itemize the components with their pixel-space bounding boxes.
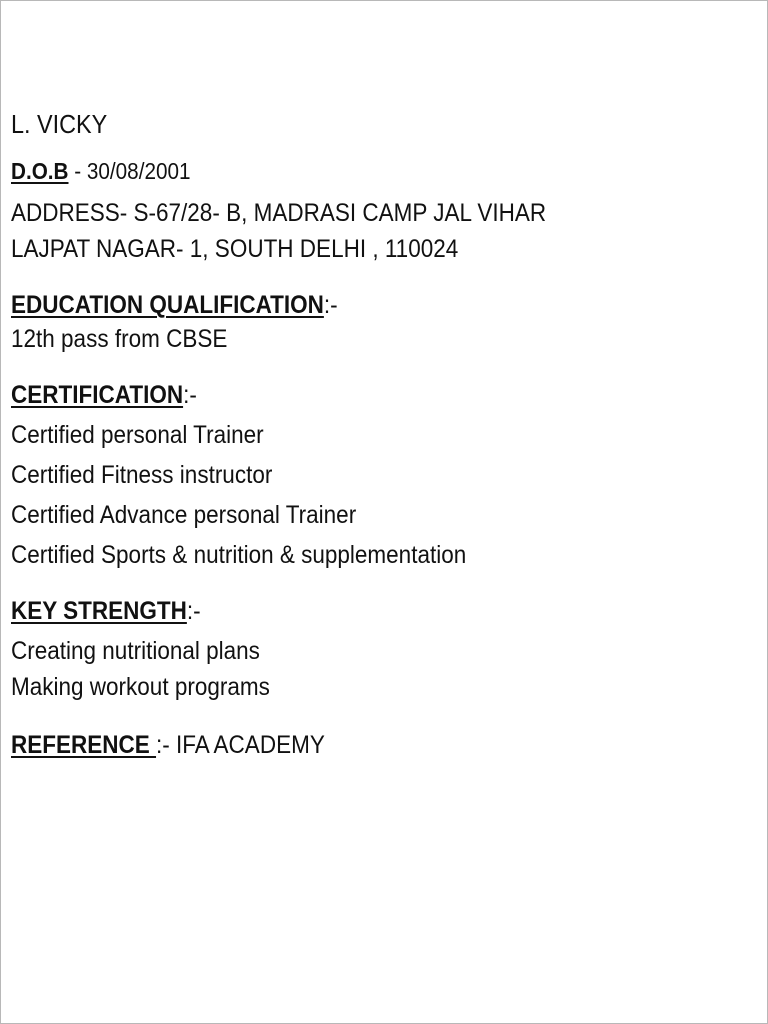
resume-content xyxy=(11,109,677,760)
address-line-1: ADDRESS- S-67/28- B, MADRASI CAMP JAL VIHAR xyxy=(11,199,547,228)
certification-item: Certified Advance personal Trainer xyxy=(11,501,357,530)
key-strength-item: Creating nutritional plans xyxy=(11,637,260,666)
key-strength-heading-suffix: :- xyxy=(186,597,201,626)
education-heading-line xyxy=(11,290,677,320)
reference-value: :- IFA ACADEMY xyxy=(156,731,325,760)
address-line-2: LAJPAT NAGAR- 1, SOUTH DELHI , 110024 xyxy=(11,235,459,264)
education-heading: EDUCATION QUALIFICATION xyxy=(11,291,324,320)
dob-value: - 30/08/2001 xyxy=(68,158,191,185)
key-strength-heading: KEY STRENGTH xyxy=(11,597,187,626)
dob-line xyxy=(11,156,677,186)
key-strength-heading-line xyxy=(11,596,677,626)
dob-label: D.O.B xyxy=(11,158,69,185)
certification-heading-line xyxy=(11,380,677,410)
candidate-name: L. VICKY xyxy=(11,109,108,139)
certification-heading-suffix: :- xyxy=(183,381,197,410)
education-item: 12th pass from CBSE xyxy=(11,325,228,354)
education-heading-suffix: :- xyxy=(323,291,338,320)
key-strength-item: Making workout programs xyxy=(11,673,270,702)
certification-heading: CERTIFICATION xyxy=(11,381,184,410)
certification-item: Certified Fitness instructor xyxy=(11,461,273,490)
reference-heading: REFERENCE xyxy=(11,731,157,760)
reference-line xyxy=(11,730,677,760)
certification-item: Certified personal Trainer xyxy=(11,421,264,450)
certification-item: Certified Sports & nutrition & supplementation xyxy=(11,541,467,570)
